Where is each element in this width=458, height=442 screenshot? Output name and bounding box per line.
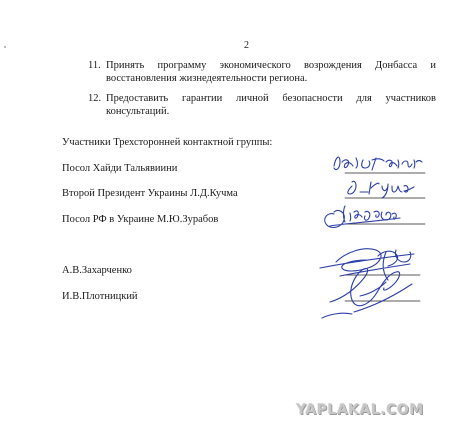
scan-artifact <box>4 46 6 48</box>
list-item-text: Предоставить гарантии личной безопасности для участников консультаций. <box>106 93 436 117</box>
signature-zakharchenko <box>320 249 414 280</box>
signature-tagliavini <box>334 157 422 170</box>
participant-zakharchenko: А.В.Захарченко <box>62 265 132 276</box>
watermark: YAPLAKAL.COM <box>296 402 424 418</box>
participant-tagliavini: Посол Хайди Тальявиини <box>62 163 178 174</box>
page-number: 2 <box>244 40 249 51</box>
signature-plotnitsky <box>322 268 412 318</box>
participant-plotnitsky: И.В.Плотницкий <box>62 291 138 302</box>
list-item <box>88 59 436 85</box>
list-item <box>88 92 436 118</box>
signature-zurabov <box>325 206 400 227</box>
list-item-number: 11. <box>88 60 101 71</box>
participant-kuchma: Второй Президент Украины Л.Д.Кучма <box>62 188 238 199</box>
list-item-number: 12. <box>88 93 102 104</box>
group-title: Участники Трехсторонней контактной группы: <box>62 137 273 148</box>
list-item-text: Принять программу экономического возрождения Донбасса и восстановления жизнедеятельности региона. <box>106 60 436 84</box>
signature-kuchma <box>348 181 414 198</box>
participant-zurabov: Посол РФ в Украине М.Ю.Зурабов <box>62 214 219 225</box>
